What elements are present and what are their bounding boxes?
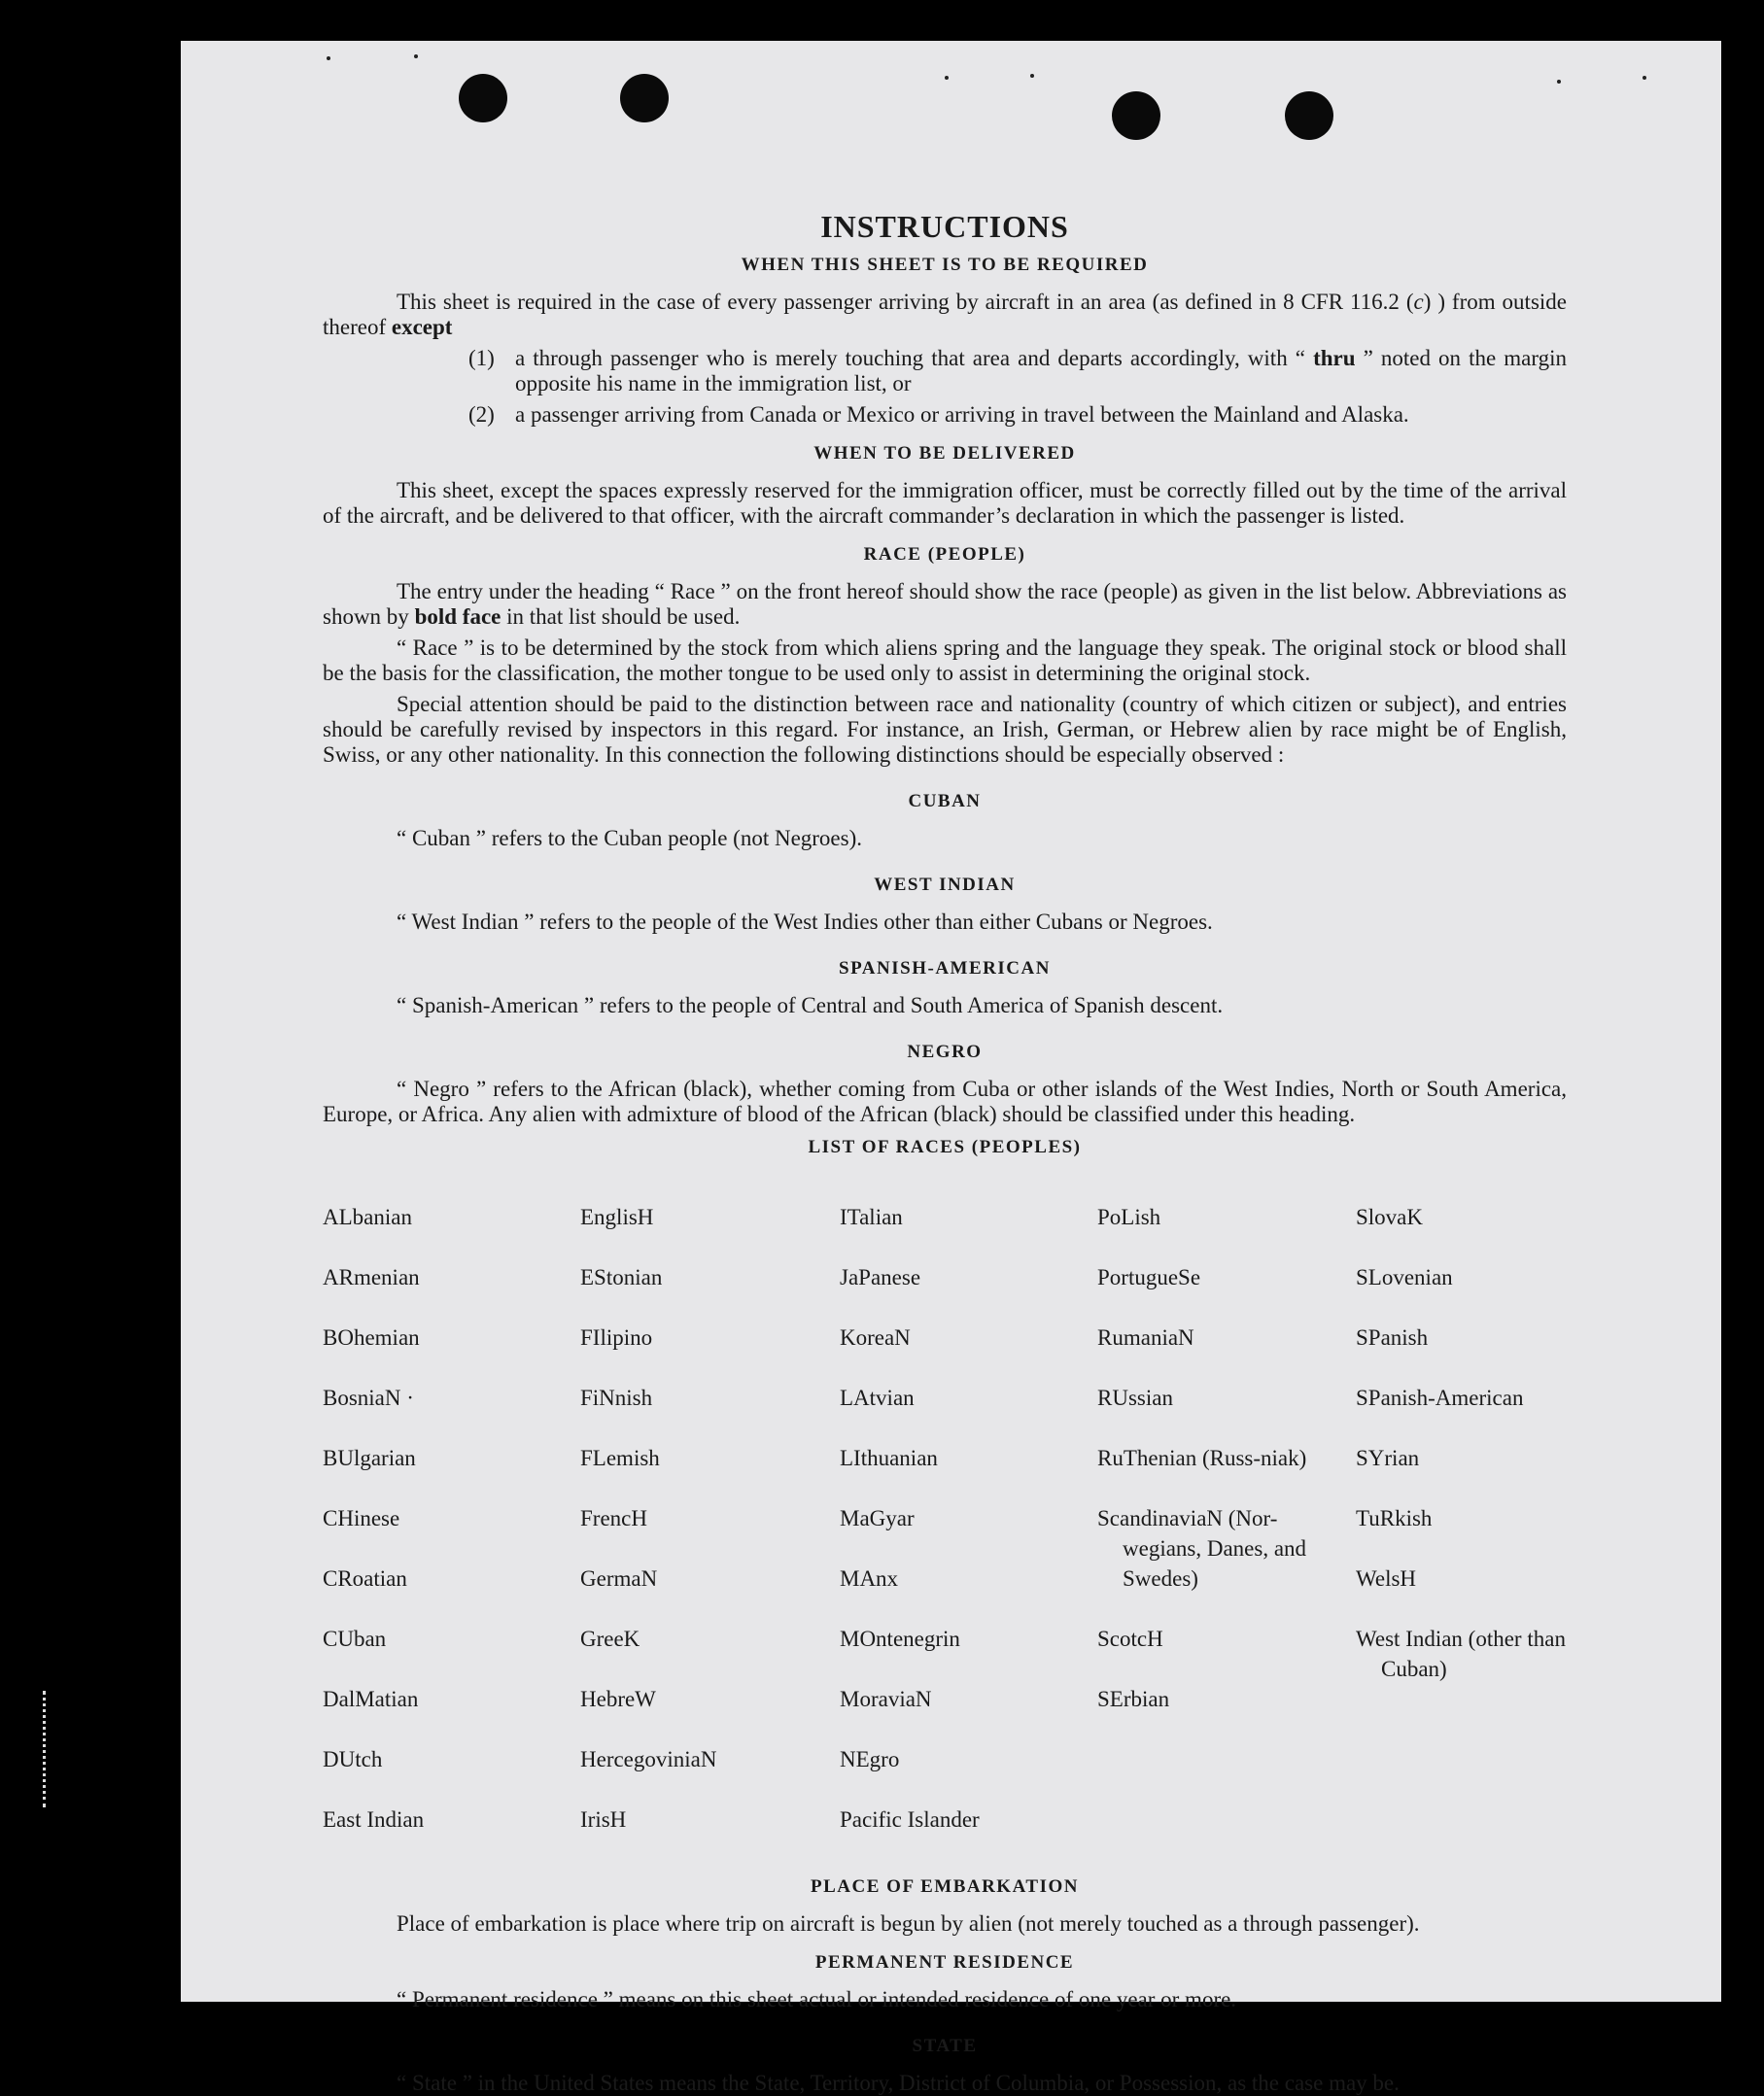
speck [414,54,418,58]
race-item: TuRkish [1356,1506,1433,1530]
section-heading: STATE [912,2036,978,2056]
race-item: RumaniaN [1097,1325,1194,1350]
race-column [580,1172,840,1865]
race-item: HebreW [580,1687,656,1711]
race-paragraph: “ Race ” is to be determined by the stock from which aliens spring and the language they speak. The original stock or blood shall be the basis for the classification, the mother tongue to be used only to assist in determining the original stock. [323,636,1567,685]
race-item: BOhemian [323,1325,420,1350]
scan-mark [43,1691,50,1807]
race-column [1097,1172,1356,1865]
race-item: LIthuanian [840,1446,938,1470]
race-item: MoraviaN [840,1687,932,1711]
race-item: ScotcH [1097,1627,1163,1651]
section-heading: NEGRO [907,1042,983,1062]
race-item: NEgro [840,1747,900,1771]
section-heading: WHEN TO BE DELIVERED [813,443,1076,464]
race-item: EStonian [580,1265,663,1289]
punch-hole [1112,91,1160,140]
race-item: DalMatian [323,1687,419,1711]
race-column [1356,1172,1567,1865]
race-item: FrencH [580,1506,647,1530]
section-heading: WHEN THIS SHEET IS TO BE REQUIRED [741,255,1149,275]
speck [327,56,330,60]
race-item: MOntenegrin [840,1627,960,1651]
race-column [323,1172,580,1865]
race-item: ITalian [840,1205,903,1229]
race-item: KoreaN [840,1325,911,1350]
section-heading: SPANISH-AMERICAN [839,958,1051,979]
race-paragraph: Special attention should be paid to the distinction between race and nationality (country of which citizen or subject), and entries should be carefully revised by inspectors in this regard. For instance, an Irish, German, or Hebrew alien by race might be of English, Swiss, or any other nationality. In this connection the following distinctions should be especially observed : [323,692,1567,767]
race-item: ScandinaviaN (Nor-wegians, Danes, and Swedes) [1097,1506,1307,1591]
race-item: SlovaK [1356,1205,1423,1229]
race-paragraph: The entry under the heading “ Race ” on the front hereof should show the race (people) as given in the list below. Abbreviations as shown by bold face in that list should be used. [323,579,1567,629]
race-item: ARmenian [323,1265,420,1289]
race-item: FLemish [580,1446,660,1470]
race-item: RUssian [1097,1386,1173,1410]
punch-hole [1285,91,1333,140]
race-item: RuThenian (Russ-niak) [1097,1446,1307,1470]
punch-hole [459,74,507,122]
race-item: LAtvian [840,1386,915,1410]
race-item: SYrian [1356,1446,1420,1470]
race-item: WelsH [1356,1566,1417,1591]
race-item: PortugueSe [1097,1265,1201,1289]
race-column [840,1172,1097,1865]
spanish-american-text: “ Spanish-American ” refers to the people of Central and South America of Spanish descent. [397,993,1224,1017]
section-heading: CUBAN [908,791,982,811]
race-item: West Indian (other than Cuban) [1356,1627,1566,1681]
west-indian-text: “ West Indian ” refers to the people of the West Indies other than either Cubans or Negroes. [397,910,1213,934]
race-item: GermaN [580,1566,658,1591]
race-item: SPanish [1356,1325,1429,1350]
race-item: FIlipino [580,1325,653,1350]
instructions-content [323,167,1567,2096]
section-heading: PERMANENT RESIDENCE [814,1952,1075,1973]
speck [1030,74,1034,78]
race-list [323,1172,1567,1865]
race-item: FiNnish [580,1386,653,1410]
embarkation-text: Place of embarkation is place where trip on aircraft is begun by alien (not merely touched as a through passenger). [397,1911,1420,1936]
race-item: GreeK [580,1627,640,1651]
race-item: MaGyar [840,1506,915,1530]
race-item: PoLish [1097,1205,1161,1229]
race-item: CRoatian [323,1566,407,1591]
exception-item-2: (2) a passenger arriving from Canada or Mexico or arriving in travel between the Mainland and Alaska. [468,402,1409,427]
speck [945,76,949,80]
section-heading: RACE (PEOPLE) [863,544,1026,565]
race-item: CHinese [323,1506,400,1530]
race-item: BUlgarian [323,1446,416,1470]
speck [1643,76,1646,80]
race-item: Pacific Islander [840,1807,980,1832]
section-heading: LIST OF RACES (PEOPLES) [808,1137,1082,1157]
delivered-text: This sheet, except the spaces expressly reserved for the immigration officer, must be correctly filled out by the time of the arrival of the aircraft, and be delivered to that officer, with the aircraft commander’s declaration in which the passenger is listed. [323,478,1567,528]
negro-text: “ Negro ” refers to the African (black), whether coming from Cuba or other islands of the West Indies, North or South America, Europe, or Africa. Any alien with admixture of blood of the African (black) should be classified under this heading. [323,1077,1567,1126]
page-title: INSTRUCTIONS [820,209,1069,244]
race-item: CUban [323,1627,387,1651]
section-heading: WEST INDIAN [874,875,1016,895]
state-text: “ State ” in the United States means the State, Territory, District of Columbia, or Possession, as the case may be. [397,2071,1400,2095]
race-item: DUtch [323,1747,383,1771]
document-sheet [181,41,1721,2095]
residence-text: “ Permanent residence ” means on this sheet actual or intended residence of one year or more. [397,1987,1237,2011]
race-item: EnglisH [580,1205,654,1229]
required-intro: This sheet is required in the case of every passenger arriving by aircraft in an area (as defined in 8 CFR 116.2 (c) ) from outside thereof except [323,290,1567,339]
race-item: BosniaN · [323,1386,414,1410]
punch-hole [620,74,669,122]
race-item: SLovenian [1356,1265,1453,1289]
race-item: IrisH [580,1807,627,1832]
speck [1557,80,1561,84]
race-item: JaPanese [840,1265,921,1289]
section-heading: PLACE OF EMBARKATION [811,1876,1079,1897]
race-item: ALbanian [323,1205,412,1229]
exception-item-1: (1) a through passenger who is merely touching that area and departs accordingly, with “ thru ” noted on the margin opposite his name in the immigration list, or [468,346,1568,395]
race-item: East Indian [323,1807,425,1832]
race-item: MAnx [840,1566,899,1591]
race-item: HercegoviniaN [580,1747,717,1771]
race-item: SErbian [1097,1687,1170,1711]
cuban-text: “ Cuban ” refers to the Cuban people (not Negroes). [397,826,863,850]
race-item: SPanish-American [1356,1386,1524,1410]
